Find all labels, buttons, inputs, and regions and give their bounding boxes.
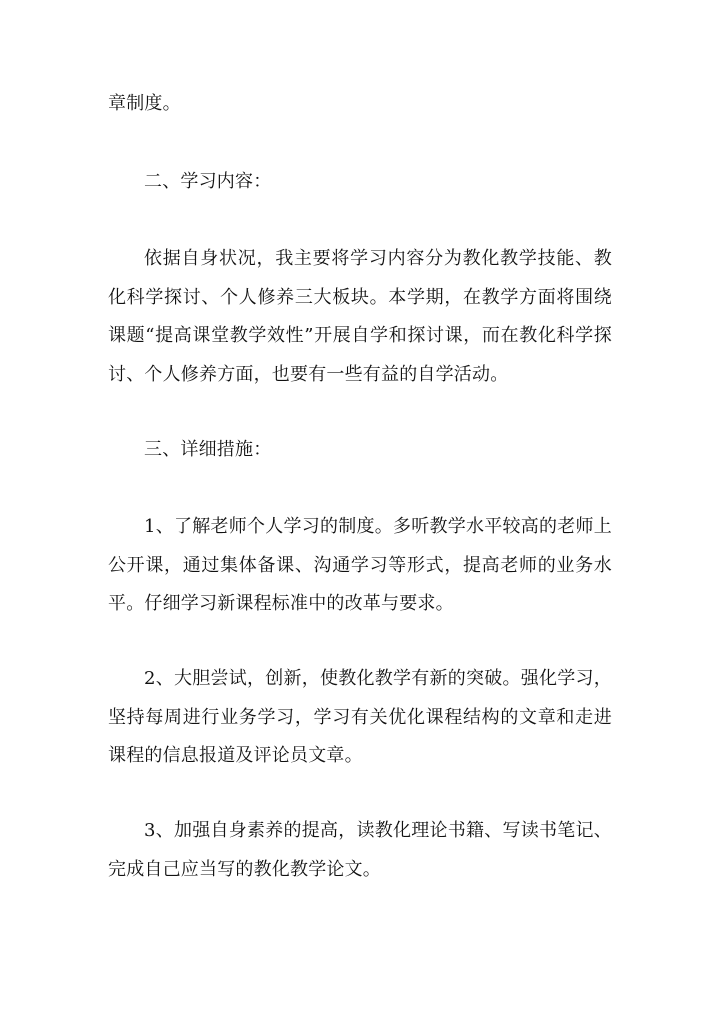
paragraph-measure-2: 2、大胆尝试，创新，使教化教学有新的突破。强化学习，坚持每周进行业务学习，学习有关优化课程结构的文章和走进课程的信息报道及评论员文章。 bbox=[108, 668, 612, 766]
paragraph-continuation: 章制度。 bbox=[108, 93, 181, 114]
paragraph-measure-1: 1、了解老师个人学习的制度。多听教学水平较高的老师上公开课，通过集体备课、沟通学习等形式，提高老师的业务水平。仔细学习新课程标准中的改革与要求。 bbox=[108, 516, 612, 614]
paragraph-measure-3: 3、加强自身素养的提高，读教化理论书籍、写读书笔记、完成自己应当写的教化教学论文。 bbox=[108, 820, 612, 880]
section-heading-measures: 三、详细措施： bbox=[144, 439, 272, 460]
section-heading-learning-content: 二、学习内容： bbox=[144, 171, 272, 192]
paragraph-learning-content: 依据自身状况，我主要将学习内容分为教化教学技能、教化科学探讨、个人修养三大板块。本学期，在教学方面将围绕课题“提高课堂教学效性”开展自学和探讨课，而在教化科学探讨、个人修养方面，也要有一些有益的自学活动。 bbox=[108, 248, 612, 385]
